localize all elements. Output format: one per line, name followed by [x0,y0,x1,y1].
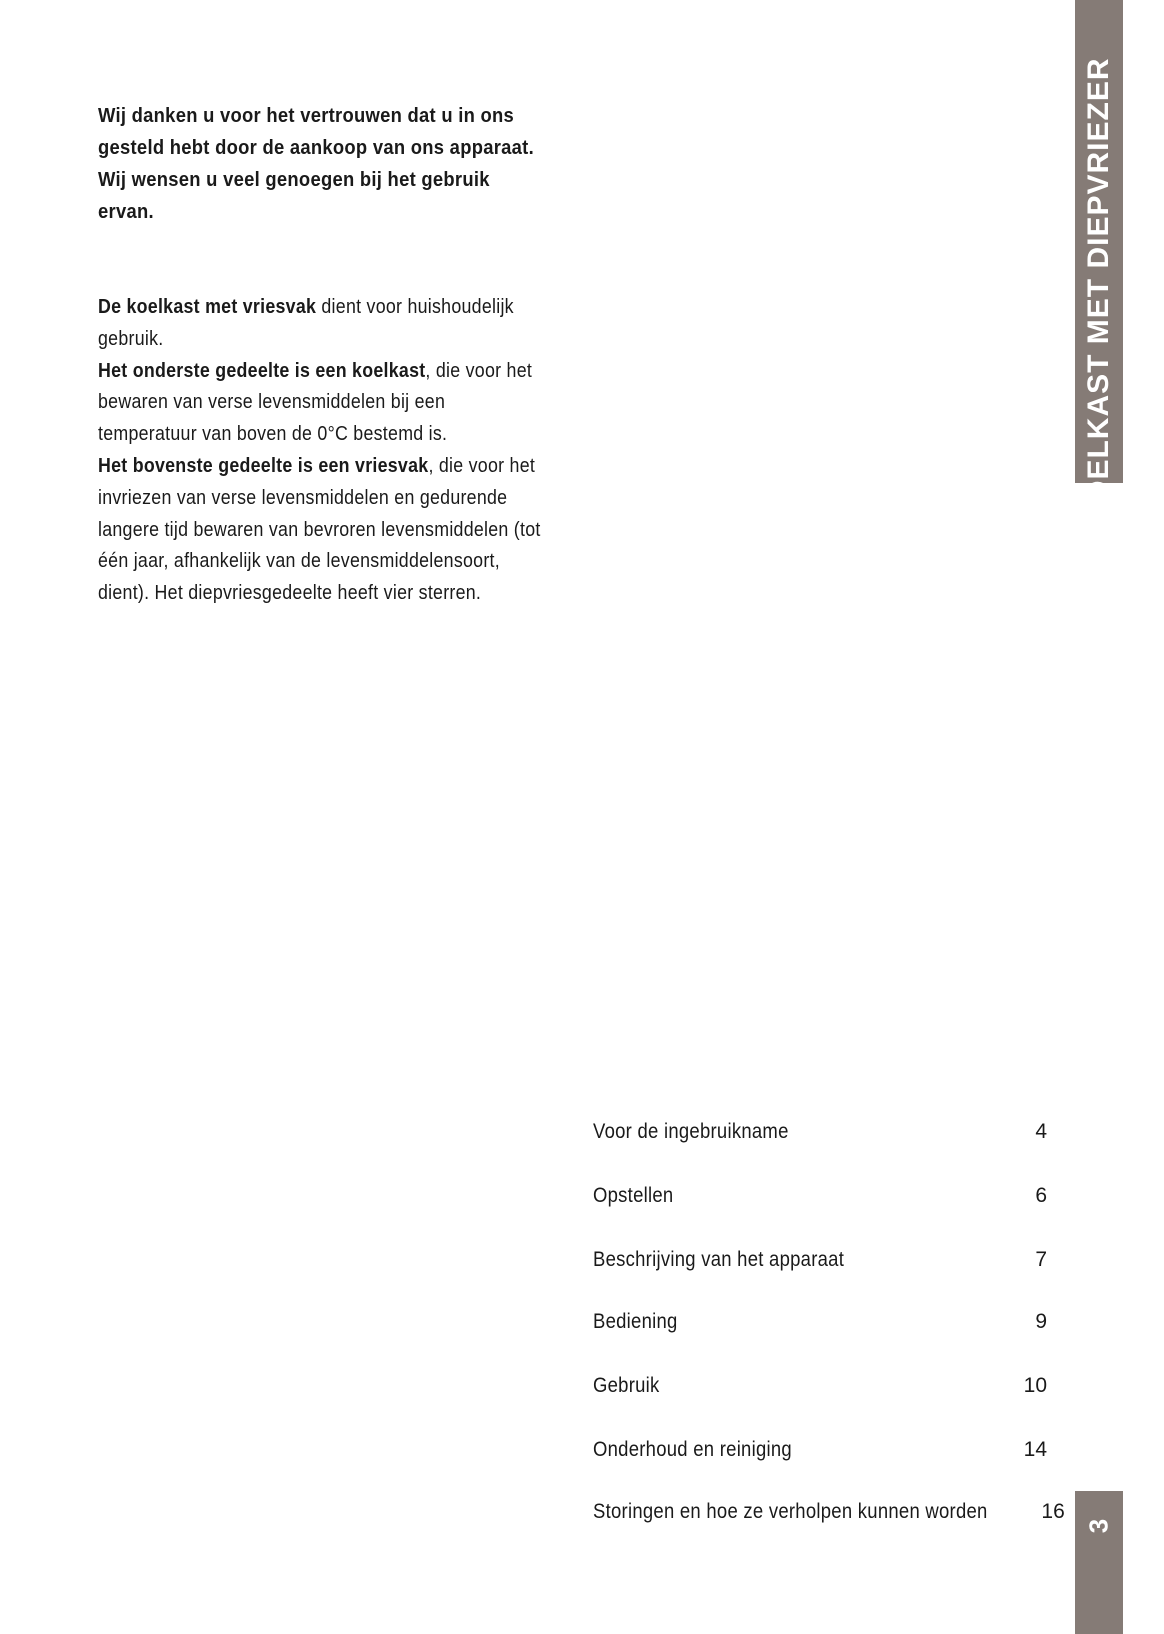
description-p2-rest: , die voor het bewaren van verse levensmiddelen bij een temperatuur van boven de 0°C bestemd is. [98,359,533,446]
intro-paragraph: Wij danken u voor het vertrouwen dat u in ons gesteld hebt door de aankoop van ons apparaat. Wij wensen u veel genoegen bij het gebruik ervan. [98,105,534,223]
side-title: KOELKAST MET DIEPVRIEZER [1082,57,1115,527]
description-p3-bold: Het bovenste gedeelte is een vriesvak [98,454,429,477]
toc-label: Onderhoud en reiniging [593,1438,792,1461]
toc-page: 16 [1041,1500,1065,1523]
toc-page: 14 [1023,1438,1047,1461]
toc-item[interactable] [593,1492,1065,1532]
toc-page: 10 [1023,1374,1047,1397]
toc-item[interactable] [593,1240,1047,1280]
page-tab [1075,1491,1123,1634]
toc-label: Gebruik [593,1374,660,1397]
toc-item[interactable] [593,1366,1047,1406]
description-p1 [98,292,543,356]
toc-page: 4 [1035,1120,1047,1143]
toc-item[interactable] [593,1430,1047,1470]
description-p2-bold: Het onderste gedeelte is een koelkast [98,359,426,382]
intro-text [98,100,540,228]
description-p2 [98,356,543,451]
toc-label: Storingen en hoe ze verholpen kunnen worden [593,1500,988,1523]
description-p1-rest: dient voor huishoudelijk gebruik. [98,296,514,350]
page-number: 3 [1083,1518,1114,1534]
toc-label: Bediening [593,1310,678,1333]
toc-label: Voor de ingebruikname [593,1120,789,1143]
description-p3 [98,451,543,610]
toc-page: 6 [1035,1184,1047,1207]
description [98,292,543,610]
toc-page: 7 [1035,1248,1047,1271]
toc-page: 9 [1035,1310,1047,1333]
toc-label: Beschrijving van het apparaat [593,1248,845,1271]
toc-label: Opstellen [593,1184,674,1207]
description-p3-rest: , die voor het invriezen van verse levensmiddelen en gedurende langere tijd bewaren van bevroren levensmiddelen (tot één jaar, afhankelijk van de levensmiddelensoort, dient). Het diepvriesgedeelte heeft vier sterren. [98,454,541,605]
toc-item[interactable] [593,1112,1047,1152]
description-p1-bold: De koelkast met vriesvak [98,296,317,318]
toc-item[interactable] [593,1302,1047,1342]
toc-item[interactable] [593,1176,1047,1216]
